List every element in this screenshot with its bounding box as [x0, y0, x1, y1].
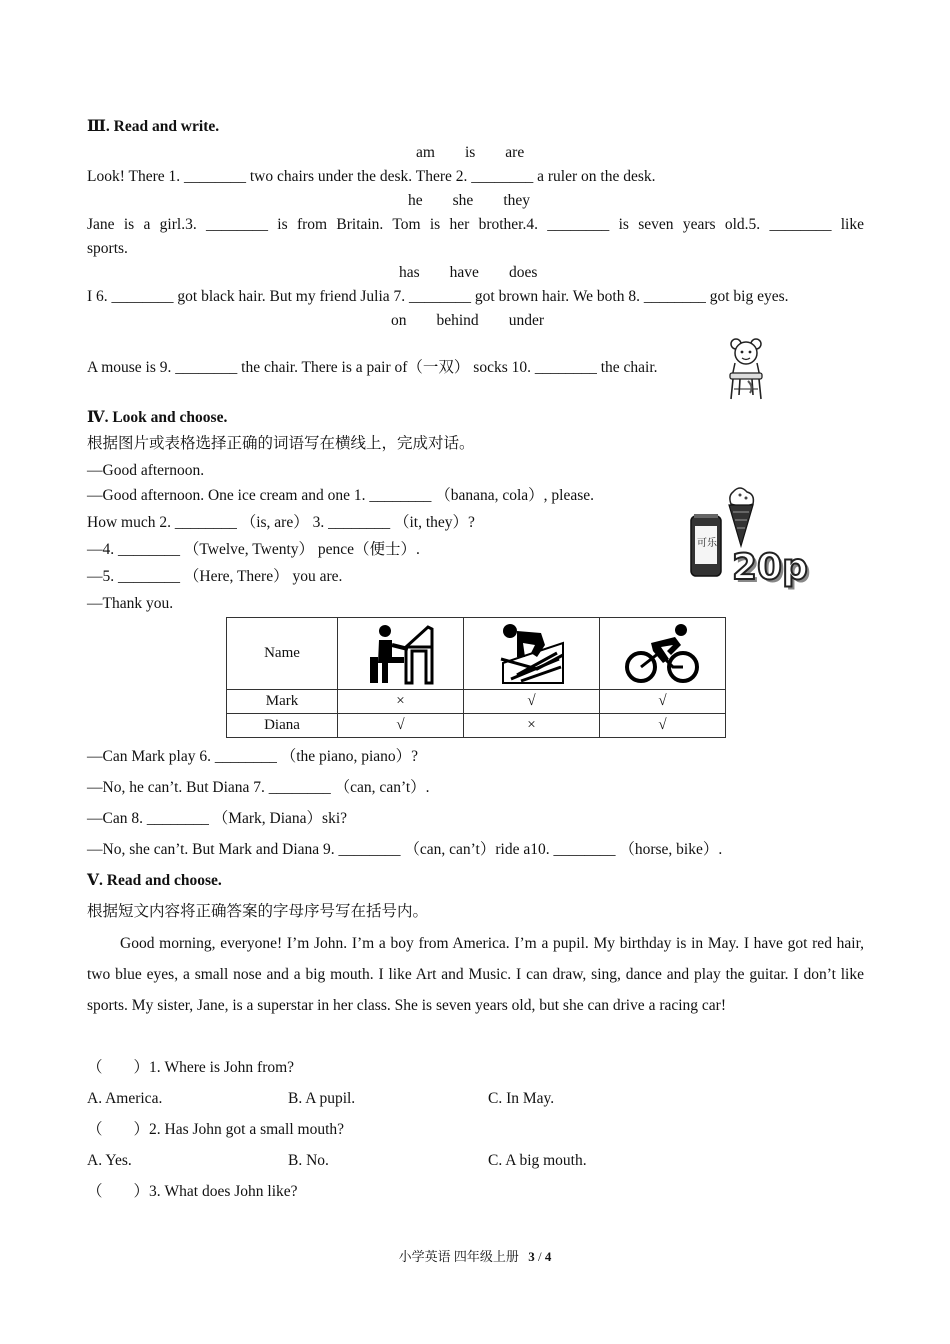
table-cell: √ [464, 690, 600, 714]
word: is [464, 144, 476, 161]
dialog-line: —4. ________ （Twelve, Twenty） pence（便士）. [87, 541, 420, 558]
section-5-title: Ⅴ. Read and choose. [87, 872, 222, 889]
option-a: A. Yes. [87, 1152, 132, 1169]
table-cell: √ [338, 714, 464, 738]
dialog-line: —Good afternoon. [87, 462, 205, 479]
word: behind [436, 312, 479, 329]
section-3-title: Ⅲ. Read and write. [87, 118, 220, 135]
word-bank-2 [408, 191, 530, 211]
reading-passage [87, 928, 864, 1021]
word: does [508, 264, 538, 281]
cola-label: 可乐 [697, 538, 717, 549]
mouse-chair-illustration [718, 337, 774, 401]
word: she [452, 192, 474, 209]
dialog-line: —Good afternoon. One ice cream and one 1. ________ （banana, cola）, please. [87, 487, 595, 504]
question-line: —No, he can’t. But Diana 7. ________ （can, can’t）. [87, 779, 430, 796]
word-bank-3 [399, 263, 537, 283]
table-cell: × [338, 690, 464, 714]
word-bank-1 [416, 143, 524, 163]
instruction: 根据短文内容将正确答案的字母序号写在括号内。 [87, 903, 429, 920]
piano-icon [366, 623, 436, 685]
question-line: —No, she can’t. But Mark and Diana 9. ________ （can, can’t）ride a10. ________ （horse, bike）. [87, 841, 723, 858]
word: on [391, 312, 407, 329]
page-separator: / [534, 1249, 545, 1264]
price-label: 20p [732, 547, 808, 588]
exercise-line: sports. [87, 240, 128, 257]
word: are [505, 144, 525, 161]
word: they [503, 192, 530, 209]
table-cell: × [464, 714, 600, 738]
word: under [508, 312, 544, 329]
table-cell: √ [600, 714, 726, 738]
dialog-line: —5. ________ （Here, There） you are. [87, 568, 343, 585]
table-header-name: Name [227, 618, 338, 690]
question-line: —Can 8. ________ （Mark, Diana）ski? [87, 810, 348, 827]
bike-icon-cell [600, 618, 726, 690]
table-row-name: Diana [227, 714, 338, 738]
table-cell: √ [600, 690, 726, 714]
option-a: A. America. [87, 1090, 163, 1107]
exercise-line: Look! There 1. ________ two chairs under the desk. There 2. ________ a ruler on the desk. [87, 168, 656, 185]
option-b: B. No. [288, 1152, 329, 1169]
instruction: 根据图片或表格选择正确的词语写在横线上，完成对话。 [87, 435, 475, 452]
ski-icon [497, 623, 567, 685]
exercise-line: I 6. ________ got black hair. But my friend Julia 7. ________ got brown hair. We both 8. ________ got big eyes. [87, 288, 789, 305]
question-stem: （ ）2. Has John got a small mouth? [87, 1121, 345, 1138]
footer-text: 小学英语 四年级上册 [398, 1249, 519, 1264]
passage-text: Good morning, everyone! I’m John. I’m a boy from America. I’m a pupil. My birthday is in May. I have got red hair, two blue eyes, a small nose and a big mouth. I like Art and Music. I can draw, sing, dance and play the guitar. I don’t like sports. My sister, Jane, is a superstar in her class. She is seven years old, but she can drive a racing car! [87, 935, 864, 1014]
ability-table [226, 617, 726, 738]
option-b: B. A pupil. [288, 1090, 356, 1107]
page-footer [0, 1248, 950, 1266]
ski-icon-cell [464, 618, 600, 690]
word: has [399, 264, 420, 281]
cola-icecream-illustration [688, 486, 828, 598]
word-bank-4 [391, 311, 544, 331]
option-c: C. A big mouth. [488, 1152, 587, 1169]
section-4-title: Ⅳ. Look and choose. [87, 409, 228, 426]
table-row-name: Mark [227, 690, 338, 714]
word: he [408, 192, 423, 209]
word: have [449, 264, 479, 281]
word: am [416, 144, 435, 161]
dialog-line: —Thank you. [87, 595, 174, 612]
exercise-line: A mouse is 9. ________ the chair. There is a pair of（一双） socks 10. ________ the chair. [87, 359, 658, 376]
exercise-line: Jane is a girl.3. ________ is from Britain. Tom is her brother.4. ________ is seven years old.5. ________ like [87, 216, 864, 233]
piano-icon-cell [338, 618, 464, 690]
page-total: 4 [544, 1249, 552, 1264]
dialog-line: How much 2. ________ （is, are） 3. ________ （it, they）? [87, 514, 475, 531]
question-stem: （ ）3. What does John like? [87, 1183, 298, 1200]
question-line: —Can Mark play 6. ________ （the piano, piano）? [87, 748, 419, 765]
page-number: 3 [528, 1249, 535, 1264]
bike-icon [623, 623, 703, 685]
question-stem: （ ）1. Where is John from? [87, 1059, 295, 1076]
option-c: C. In May. [488, 1090, 555, 1107]
